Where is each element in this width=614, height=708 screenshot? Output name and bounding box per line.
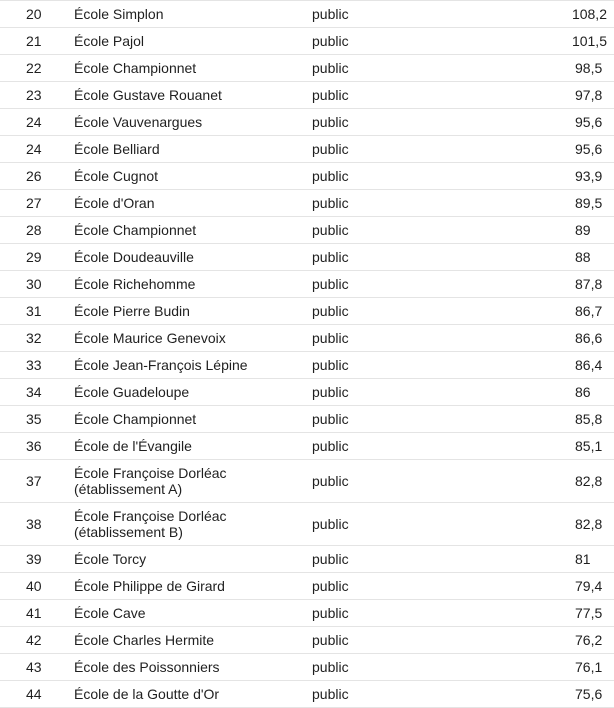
- value-text: 89: [575, 222, 591, 238]
- rank-cell: 20: [0, 1, 74, 28]
- value-text: 86,7: [575, 303, 603, 319]
- rank-cell: 34: [0, 379, 74, 406]
- value-cell: [514, 681, 614, 708]
- table-row: [0, 136, 614, 163]
- school-type-cell: public: [312, 136, 514, 163]
- value-cell: [514, 460, 614, 503]
- school-type-cell: public: [312, 546, 514, 573]
- school-name-cell: École Vauvenargues: [74, 109, 312, 136]
- value-text: 85,1: [575, 438, 603, 454]
- value-text: 89,5: [575, 195, 603, 211]
- value-cell: [514, 28, 614, 55]
- table-row: [0, 654, 614, 681]
- rank-cell: 31: [0, 298, 74, 325]
- table-row: [0, 55, 614, 82]
- rank-cell: 30: [0, 271, 74, 298]
- value-text: 98,5: [575, 60, 603, 76]
- school-type-cell: public: [312, 654, 514, 681]
- value-text: 88: [575, 249, 591, 265]
- school-name-cell: École Championnet: [74, 55, 312, 82]
- rank-cell: 39: [0, 546, 74, 573]
- school-type-cell: public: [312, 109, 514, 136]
- school-type-cell: public: [312, 325, 514, 352]
- table-row: [0, 503, 614, 546]
- school-type-cell: public: [312, 460, 514, 503]
- value-cell: [514, 654, 614, 681]
- value-text: 87,8: [575, 276, 603, 292]
- rank-cell: 35: [0, 406, 74, 433]
- table-row: [0, 681, 614, 708]
- value-text: 86: [575, 384, 591, 400]
- table-row: [0, 433, 614, 460]
- school-type-cell: public: [312, 190, 514, 217]
- school-name-cell: École Guadeloupe: [74, 379, 312, 406]
- school-type-cell: public: [312, 1, 514, 28]
- value-text: 85,8: [575, 411, 603, 427]
- rank-cell: 28: [0, 217, 74, 244]
- value-cell: [514, 600, 614, 627]
- value-cell: [514, 433, 614, 460]
- value-cell: [514, 55, 614, 82]
- value-text: 97,8: [575, 87, 603, 103]
- value-text: 76,1: [575, 659, 603, 675]
- rank-cell: 38: [0, 503, 74, 546]
- school-name-cell: École Pierre Budin: [74, 298, 312, 325]
- school-name-cell: École Françoise Dorléac (établissement B): [74, 503, 312, 546]
- table-row: [0, 271, 614, 298]
- table-row: [0, 627, 614, 654]
- school-name-cell: École Maurice Genevoix: [74, 325, 312, 352]
- value-text: 108,2: [571, 6, 607, 22]
- rank-cell: 37: [0, 460, 74, 503]
- school-name-cell: École Championnet: [74, 406, 312, 433]
- value-cell: [514, 217, 614, 244]
- school-name-cell: École Championnet: [74, 217, 312, 244]
- school-type-cell: public: [312, 573, 514, 600]
- table-row: [0, 28, 614, 55]
- value-text: 77,5: [575, 605, 603, 621]
- school-type-cell: public: [312, 271, 514, 298]
- school-name-cell: École Doudeauville: [74, 244, 312, 271]
- value-text: 79,4: [575, 578, 603, 594]
- school-type-cell: public: [312, 298, 514, 325]
- table-row: [0, 109, 614, 136]
- table-row: [0, 379, 614, 406]
- school-type-cell: public: [312, 681, 514, 708]
- school-name-cell: École Gustave Rouanet: [74, 82, 312, 109]
- table-row: [0, 406, 614, 433]
- rank-cell: 43: [0, 654, 74, 681]
- rank-cell: 22: [0, 55, 74, 82]
- value-cell: [514, 82, 614, 109]
- value-cell: [514, 406, 614, 433]
- school-type-cell: public: [312, 600, 514, 627]
- value-text: 95,6: [575, 114, 603, 130]
- school-name-cell: École de la Goutte d'Or: [74, 681, 312, 708]
- school-name-cell: École Philippe de Girard: [74, 573, 312, 600]
- table-row: [0, 1, 614, 28]
- rank-cell: 26: [0, 163, 74, 190]
- table-row: [0, 244, 614, 271]
- value-cell: [514, 163, 614, 190]
- table-row: [0, 600, 614, 627]
- rank-cell: 32: [0, 325, 74, 352]
- school-type-cell: public: [312, 244, 514, 271]
- school-type-cell: public: [312, 55, 514, 82]
- table-row: [0, 217, 614, 244]
- value-cell: [514, 325, 614, 352]
- value-text: 86,4: [575, 357, 603, 373]
- table-row: [0, 325, 614, 352]
- school-name-cell: École Richehomme: [74, 271, 312, 298]
- value-text: 82,8: [575, 516, 603, 532]
- table-row: [0, 190, 614, 217]
- rank-cell: 23: [0, 82, 74, 109]
- value-text: 81: [575, 551, 591, 567]
- value-text: 75,6: [575, 686, 603, 702]
- table-row: [0, 163, 614, 190]
- value-text: 95,6: [575, 141, 603, 157]
- school-name-cell: École Simplon: [74, 1, 312, 28]
- rank-cell: 24: [0, 109, 74, 136]
- value-text: 76,2: [575, 632, 603, 648]
- rank-cell: 44: [0, 681, 74, 708]
- school-type-cell: public: [312, 379, 514, 406]
- rank-cell: 41: [0, 600, 74, 627]
- school-name-cell: École Jean-François Lépine: [74, 352, 312, 379]
- value-cell: [514, 1, 614, 28]
- school-name-cell: École d'Oran: [74, 190, 312, 217]
- rank-cell: 27: [0, 190, 74, 217]
- table-row: [0, 82, 614, 109]
- value-cell: [514, 546, 614, 573]
- value-text: 93,9: [575, 168, 603, 184]
- school-name-cell: École Pajol: [74, 28, 312, 55]
- table-row: [0, 298, 614, 325]
- school-type-cell: public: [312, 503, 514, 546]
- rank-cell: 40: [0, 573, 74, 600]
- rank-cell: 36: [0, 433, 74, 460]
- rank-cell: 21: [0, 28, 74, 55]
- value-cell: [514, 271, 614, 298]
- value-text: 82,8: [575, 473, 603, 489]
- value-cell: [514, 136, 614, 163]
- value-cell: [514, 573, 614, 600]
- table-row: [0, 460, 614, 503]
- school-type-cell: public: [312, 217, 514, 244]
- school-name-cell: École Cugnot: [74, 163, 312, 190]
- rank-cell: 33: [0, 352, 74, 379]
- school-type-cell: public: [312, 352, 514, 379]
- value-cell: [514, 503, 614, 546]
- school-type-cell: public: [312, 28, 514, 55]
- value-text: 101,5: [571, 33, 607, 49]
- value-cell: [514, 190, 614, 217]
- school-name-cell: École de l'Évangile: [74, 433, 312, 460]
- table-row: [0, 546, 614, 573]
- school-name-cell: École Torcy: [74, 546, 312, 573]
- school-type-cell: public: [312, 433, 514, 460]
- rank-cell: 29: [0, 244, 74, 271]
- school-name-cell: École Cave: [74, 600, 312, 627]
- rank-cell: 42: [0, 627, 74, 654]
- school-name-cell: École Charles Hermite: [74, 627, 312, 654]
- school-name-cell: École Belliard: [74, 136, 312, 163]
- value-cell: [514, 109, 614, 136]
- school-name-cell: École des Poissonniers: [74, 654, 312, 681]
- school-type-cell: public: [312, 627, 514, 654]
- rank-cell: 24: [0, 136, 74, 163]
- value-text: 86,6: [575, 330, 603, 346]
- value-cell: [514, 627, 614, 654]
- value-cell: [514, 244, 614, 271]
- table-body: [0, 1, 614, 708]
- table-row: [0, 573, 614, 600]
- value-cell: [514, 352, 614, 379]
- school-type-cell: public: [312, 406, 514, 433]
- school-name-cell: École Françoise Dorléac (établissement A): [74, 460, 312, 503]
- value-cell: [514, 379, 614, 406]
- value-cell: [514, 298, 614, 325]
- school-type-cell: public: [312, 82, 514, 109]
- school-type-cell: public: [312, 163, 514, 190]
- table-row: [0, 352, 614, 379]
